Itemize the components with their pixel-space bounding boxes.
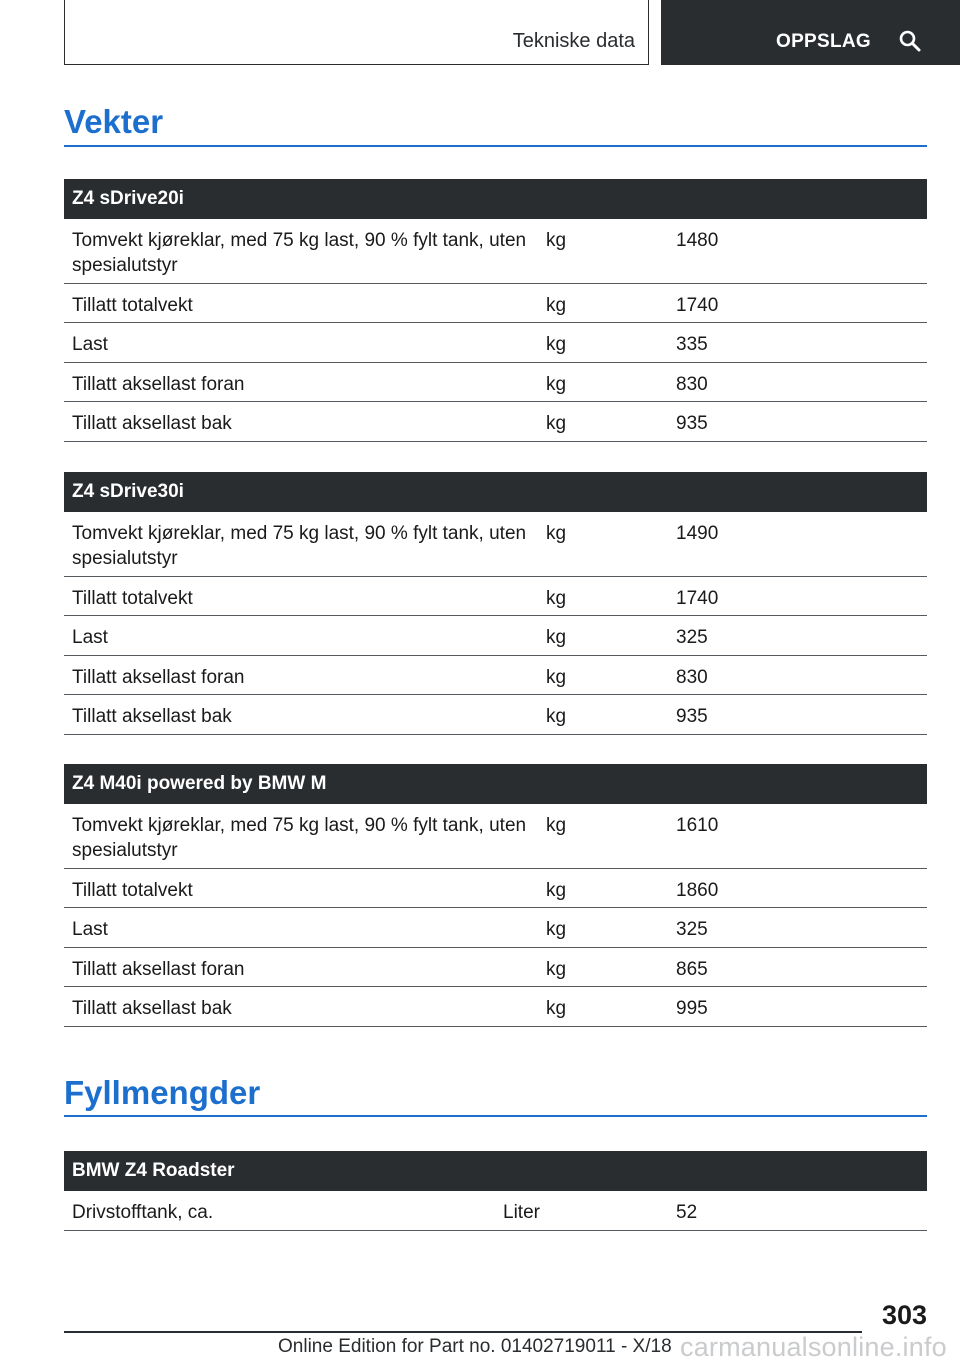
row-label: Last — [64, 616, 538, 656]
table-row — [64, 616, 927, 656]
capacities-table — [64, 1151, 927, 1231]
table-row — [64, 908, 927, 948]
row-value: 1480 — [668, 219, 927, 283]
page-number: 303 — [881, 1300, 927, 1330]
row-label: Tillatt totalvekt — [64, 283, 538, 323]
header-chapter-tab[interactable] — [661, 0, 960, 65]
table-model-header: Z4 M40i powered by BMW M — [64, 764, 927, 804]
row-label: Last — [64, 908, 538, 948]
row-label: Drivstofftank, ca. — [64, 1191, 495, 1231]
row-unit: kg — [538, 576, 668, 616]
table-row — [64, 868, 927, 908]
row-label: Last — [64, 323, 538, 363]
table-row — [64, 323, 927, 363]
row-unit: kg — [538, 947, 668, 987]
section-rule-weights — [64, 145, 927, 147]
table-row — [64, 402, 927, 442]
section-title-weights: Vekter — [64, 103, 164, 140]
row-unit: kg — [538, 283, 668, 323]
section-title-capacities: Fyllmengder — [64, 1074, 261, 1111]
row-label: Tillatt aksellast bak — [64, 402, 538, 442]
row-value: 1860 — [668, 868, 927, 908]
row-unit: kg — [538, 987, 668, 1027]
row-value: 1610 — [668, 804, 927, 868]
table-row — [64, 947, 927, 987]
row-value: 935 — [668, 402, 927, 442]
row-value: 325 — [668, 908, 927, 948]
row-label: Tillatt aksellast foran — [64, 362, 538, 402]
row-label: Tillatt aksellast bak — [64, 695, 538, 735]
weights-table-m40i — [64, 764, 927, 1027]
row-label: Tillatt aksellast foran — [64, 947, 538, 987]
table-row — [64, 512, 927, 576]
weights-table-sdrive30i — [64, 472, 927, 735]
row-unit: kg — [538, 655, 668, 695]
row-value: 935 — [668, 695, 927, 735]
row-label: Tomvekt kjøreklar, med 75 kg last, 90 % fylt tank, uten spesialutstyr — [64, 512, 538, 576]
row-unit: kg — [538, 695, 668, 735]
table-row — [64, 655, 927, 695]
row-label: Tillatt totalvekt — [64, 868, 538, 908]
row-unit: kg — [538, 323, 668, 363]
row-unit: kg — [538, 908, 668, 948]
row-unit: Liter — [495, 1191, 668, 1231]
row-value: 325 — [668, 616, 927, 656]
table-row — [64, 804, 927, 868]
table-model-header: Z4 sDrive30i — [64, 472, 927, 512]
edition-text: Online Edition for Part no. 01402719011 - X/18 — [278, 1336, 672, 1357]
row-value: 1490 — [668, 512, 927, 576]
table-row — [64, 576, 927, 616]
row-value: 52 — [668, 1191, 927, 1231]
row-label: Tillatt aksellast bak — [64, 987, 538, 1027]
table-model-header: BMW Z4 Roadster — [64, 1151, 927, 1191]
section-rule-capacities — [64, 1115, 927, 1117]
weights-table-sdrive20i — [64, 179, 927, 442]
row-value: 995 — [668, 987, 927, 1027]
header-chapter-label: OPPSLAG — [776, 31, 872, 52]
table-row — [64, 987, 927, 1027]
row-value: 1740 — [668, 576, 927, 616]
table-row — [64, 362, 927, 402]
row-value: 335 — [668, 323, 927, 363]
row-unit: kg — [538, 219, 668, 283]
row-value: 830 — [668, 362, 927, 402]
header-section-box — [64, 0, 649, 65]
table-row — [64, 219, 927, 283]
row-unit: kg — [538, 512, 668, 576]
table-model-header: Z4 sDrive20i — [64, 179, 927, 219]
row-unit: kg — [538, 616, 668, 656]
row-label: Tomvekt kjøreklar, med 75 kg last, 90 % fylt tank, uten spesialutstyr — [64, 804, 538, 868]
row-unit: kg — [538, 362, 668, 402]
table-row — [64, 283, 927, 323]
row-label: Tillatt totalvekt — [64, 576, 538, 616]
header-section-label: Tekniske data — [512, 30, 635, 52]
row-value: 865 — [668, 947, 927, 987]
table-row — [64, 695, 927, 735]
row-label: Tillatt aksellast foran — [64, 655, 538, 695]
row-value: 830 — [668, 655, 927, 695]
row-value: 1740 — [668, 283, 927, 323]
row-unit: kg — [538, 868, 668, 908]
watermark: carmanualsonline.info — [680, 1332, 947, 1362]
row-label: Tomvekt kjøreklar, med 75 kg last, 90 % fylt tank, uten spesialutstyr — [64, 219, 538, 283]
search-icon[interactable] — [898, 29, 922, 53]
row-unit: kg — [538, 804, 668, 868]
row-unit: kg — [538, 402, 668, 442]
table-row — [64, 1191, 927, 1231]
